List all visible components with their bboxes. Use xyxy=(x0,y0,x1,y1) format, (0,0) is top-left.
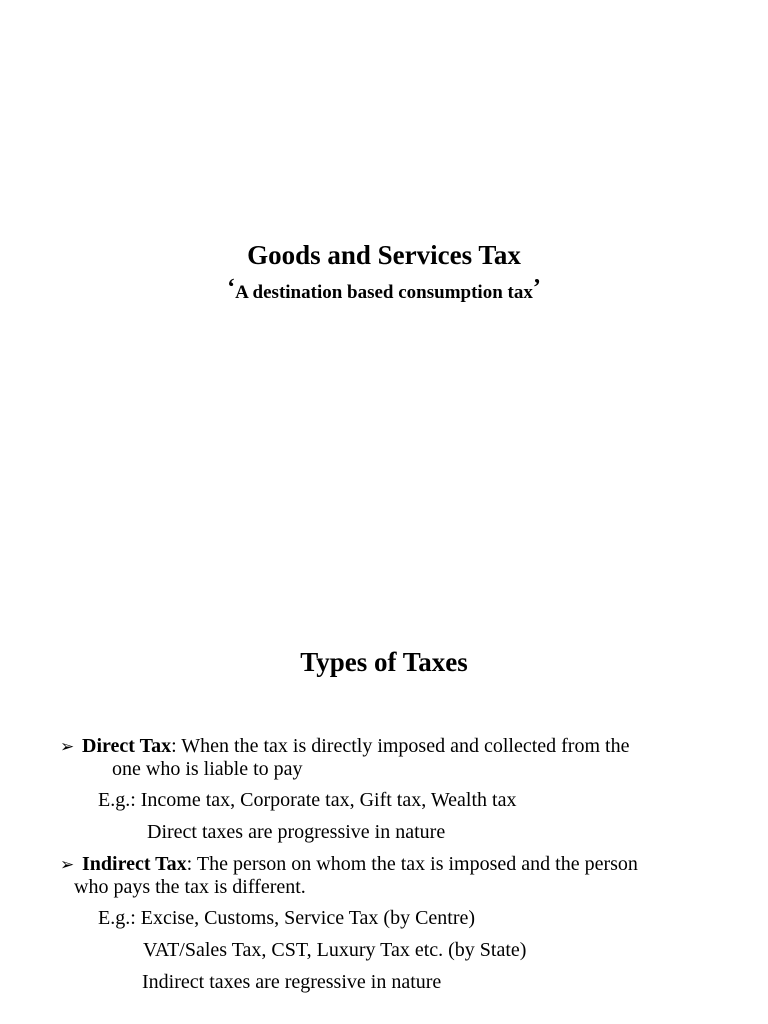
direct-tax-term: Direct Tax xyxy=(82,735,172,757)
direct-tax-examples: E.g.: Income tax, Corporate tax, Gift tax, Wealth tax xyxy=(98,789,517,811)
indirect-tax-line xyxy=(60,852,638,877)
direct-tax-note: Direct taxes are progressive in nature xyxy=(147,821,446,843)
direct-tax-definition-continued: one who is liable to pay xyxy=(112,758,303,780)
indirect-tax-term: Indirect Tax xyxy=(82,853,187,875)
document-subtitle xyxy=(0,275,768,306)
subtitle-text: A destination based consumption tax xyxy=(235,282,533,303)
arrow-bullet-icon: ➢ xyxy=(60,855,75,875)
indirect-tax-note: Indirect taxes are regressive in nature xyxy=(142,971,442,993)
direct-tax-definition: : When the tax is directly imposed and collected from the xyxy=(171,735,630,757)
indirect-tax-definition: : The person on whom the tax is imposed and the person xyxy=(186,853,638,875)
subtitle-close-quote: ’ xyxy=(532,275,541,301)
subtitle-open-quote: ‘ xyxy=(227,275,236,301)
indirect-tax-definition-continued: who pays the tax is different. xyxy=(74,876,306,898)
arrow-bullet-icon: ➢ xyxy=(60,737,75,757)
document-title: Goods and Services Tax xyxy=(247,240,521,270)
indirect-tax-examples: E.g.: Excise, Customs, Service Tax (by Centre) xyxy=(98,907,476,929)
section-title: Types of Taxes xyxy=(300,647,468,677)
direct-tax-line xyxy=(60,734,629,759)
indirect-tax-examples-state: VAT/Sales Tax, CST, Luxury Tax etc. (by State) xyxy=(143,939,527,961)
